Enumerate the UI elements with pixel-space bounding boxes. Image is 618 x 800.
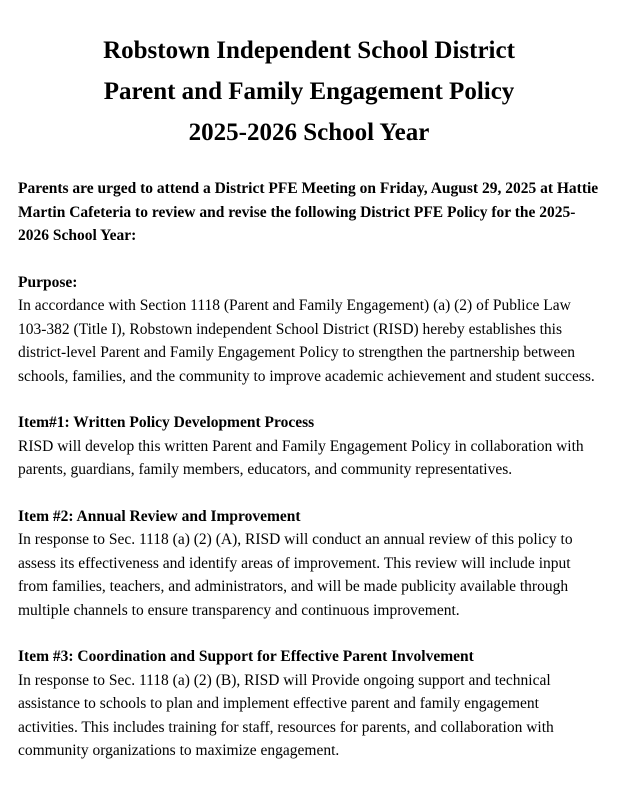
section-heading: Item #2: Annual Review and Improvement bbox=[18, 507, 301, 525]
section-heading: Purpose: bbox=[18, 273, 78, 291]
section-item-1 bbox=[18, 411, 600, 482]
section-heading: Item #3: Coordination and Support for Effective Parent Involvement bbox=[18, 648, 474, 665]
title-line-3: 2025-2026 School Year bbox=[188, 119, 430, 146]
document-title bbox=[18, 30, 600, 153]
section-heading: Item#1: Written Policy Development Process bbox=[18, 414, 315, 431]
meeting-notice: Parents are urged to attend a District PFE Meeting on Friday, August 29, 2025 at Hattie Martin Cafeteria to review and revise the following District PFE Policy for the 2025-2026 School Year: bbox=[18, 180, 599, 244]
section-body: In accordance with Section 1118 (Parent and Family Engagement) (a) (2) of Publice Law 103-382 (Title I), Robstown independent School District (RISD) hereby establishes this district-level Parent and Family Engagement Policy to strengthen the partnership between schools, families, and the community to improve academic achievement and student success. bbox=[18, 297, 595, 385]
title-line-2: Parent and Family Engagement Policy bbox=[103, 78, 515, 105]
section-body: RISD will develop this written Parent and Family Engagement Policy in collaboration with parents, guardians, family members, educators, and community representatives. bbox=[18, 437, 584, 478]
section-item-3 bbox=[18, 645, 600, 763]
title-line-1: Robstown Independent School District bbox=[103, 37, 515, 64]
section-item-2 bbox=[18, 505, 600, 623]
section-body: In response to Sec. 1118 (a) (2) (B), RISD will Provide ongoing support and technical assistance to schools to plan and implement effective parent and family engagement activities. This includes training for staff, resources for parents, and collaboration with community organizations to maximize engagement. bbox=[18, 671, 554, 759]
section-purpose bbox=[18, 271, 600, 389]
section-body: In response to Sec. 1118 (a) (2) (A), RISD will conduct an annual review of this policy to assess its effectiveness and identify areas of improvement. This review will include input from families, teachers, and administrators, and will be made publicity available through multiple channels to ensure transparency and continuous improvement. bbox=[18, 531, 573, 619]
